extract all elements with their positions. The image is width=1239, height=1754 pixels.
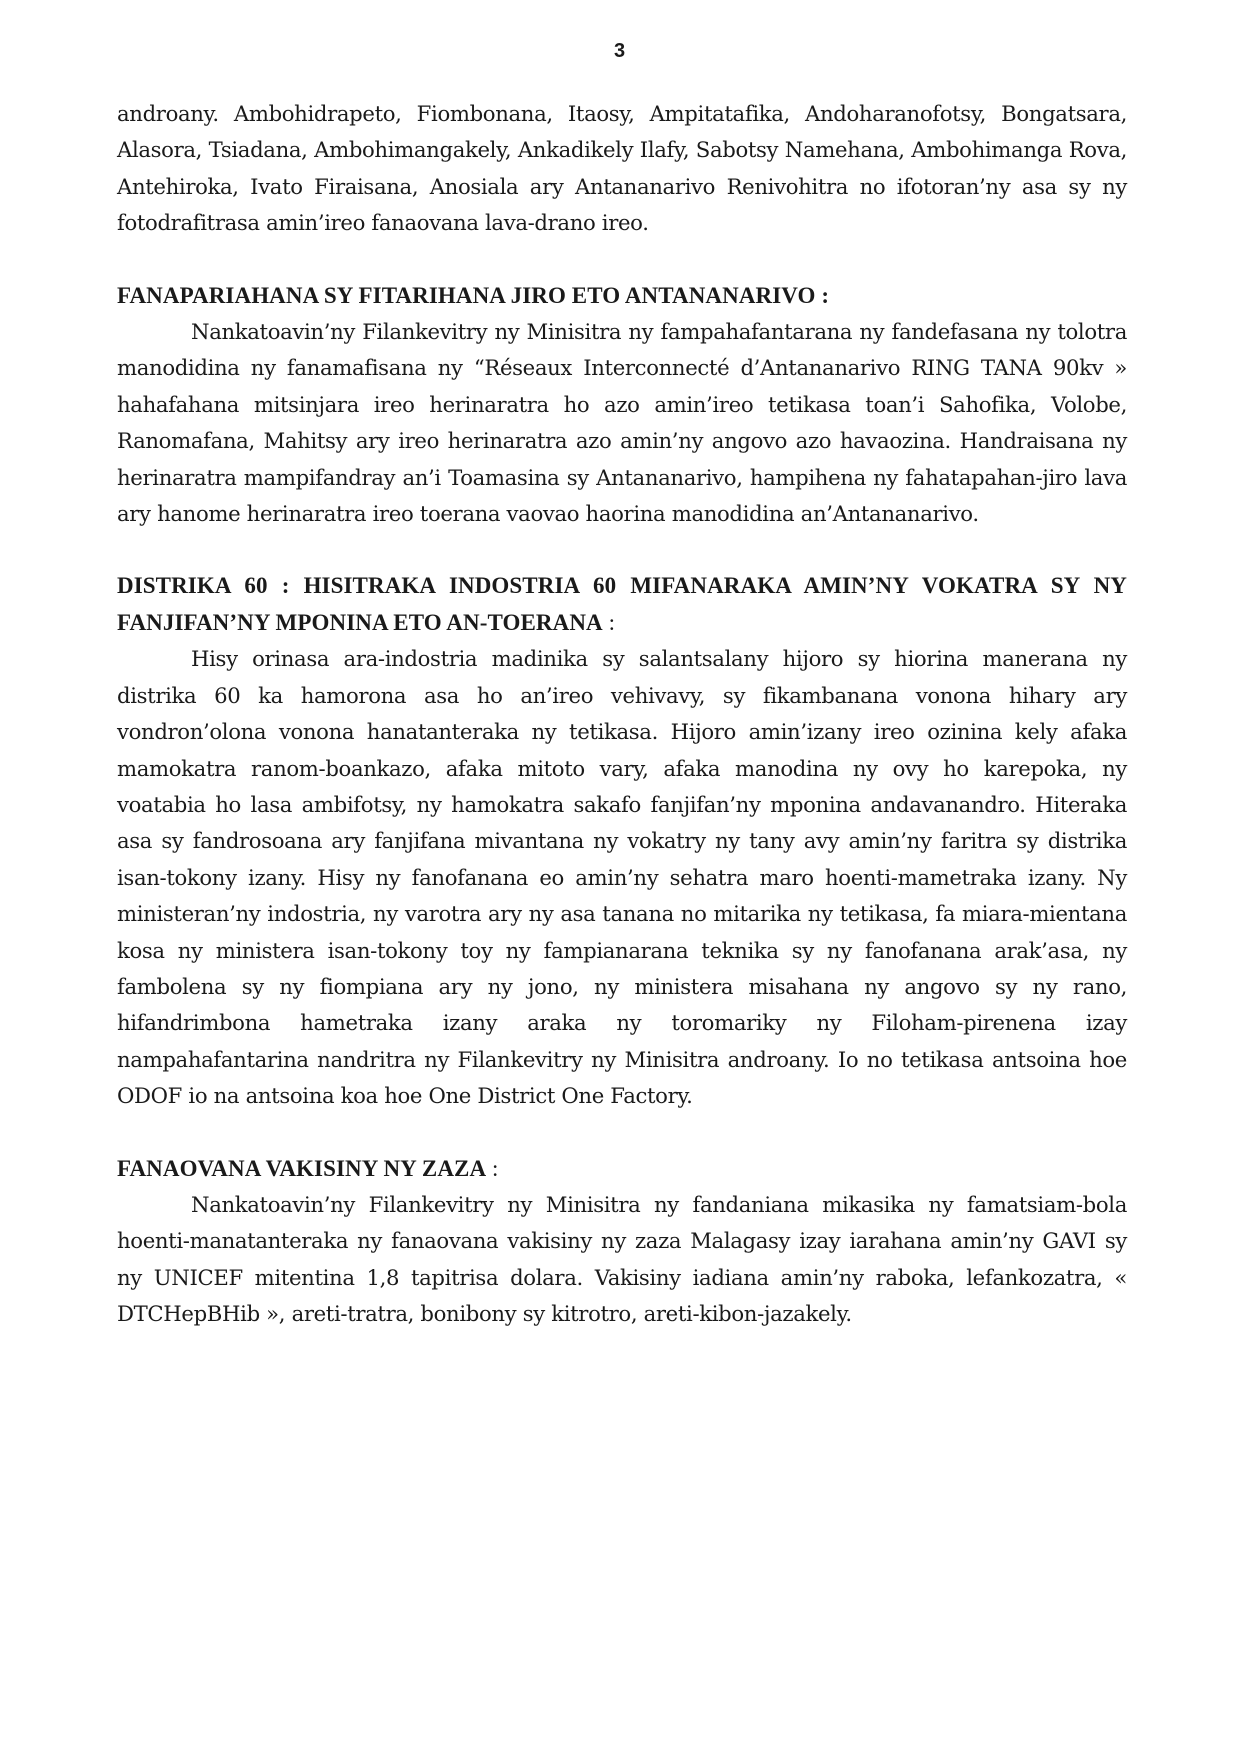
section-body-electricity: Nankatoavin’ny Filankevitry ny Minisitra ny fampahafantarana ny fandefasana ny tolotra manodidina ny fanamafisana ny “Réseaux Interconnecté d’Antananarivo RING TANA 90kv » hahafahana mitsinjara ireo herinaratra ho azo amin’ireo tetikasa toan’i Sahofika, Volobe, Ranomafana, Mahitsy ary ireo herinaratra azo amin’ny angovo azo havaozina. Handraisana ny herinaratra mampifandray an’i Toamasina sy Antananarivo, hampihena ny fahatapahan-jiro lava ary hanome herinaratra ireo toerana vaovao haorina manodidina an’Antananarivo. bbox=[117, 319, 1127, 527]
intro-paragraph: androany. Ambohidrapeto, Fiombonana, Itaosy, Ampitatafika, Andoharanofotsy, Bongatsara, Alasora, Tsiadana, Ambohimangakely, Ankadikely Ilafy, Sabotsy Namehana, Ambohimanga Rova, Antehiroka, Ivato Firaisana, Anosiala ary Antananarivo Renivohitra no ifotoran’ny asa sy ny fotodrafitrasa amin’ireo fanaovana lava-drano ireo. bbox=[117, 101, 1127, 236]
heading-text: DISTRIKA 60 : HISITRAKA INDOSTRIA 60 MIFANARAKA AMIN’NY VOKATRA SY NY FANJIFAN’NY MPONINA ETO AN-TOERANA bbox=[117, 573, 1127, 635]
section-body-district-60: Hisy orinasa ara-indostria madinika sy salantsalany hijoro sy hiorina manerana ny distrika 60 ka hamorona asa ho an’ireo vehivavy, sy fikambanana vonona hihary ary vondron’olona vonona hanatanteraka ny tetikasa. Hijoro amin’izany ireo ozinina kely afaka mamokatra ranom-boankazo, afaka mitoto vary, afaka manodina ny ovy ho karepoka, ny voatabia ho lasa ambifotsy, ny hamokatra sakafo fanjifan’ny mponina andavanandro. Hiteraka asa sy fandrosoana ary fanjifana mivantana ny vokatry ny tany avy amin’ny faritra sy distrika isan-tokony izany. Hisy ny fanofanana eo amin’ny sehatra maro hoenti-mametraka izany. Ny ministeran’ny indostria, ny varotra ary ny asa tanana no mitarika ny tetikasa, fa miara-mientana kosa ny ministera isan-tokony toy ny fampianarana teknika sy ny fanofanana arak’asa, ny fambolena sy ny fiompiana ary ny jono, ny ministera misahana ny angovo sy ny rano, hifandrimbona hametraka izany araka ny toromariky ny Filoham-pirenena izay nampahafantarina nandritra ny Filankevitry ny Minisitra androany. Io no tetikasa antsoina hoe ODOF io na antsoina koa hoe One District One Factory. bbox=[117, 646, 1127, 1109]
page-number: 3 bbox=[613, 40, 626, 62]
heading-text: FANAPARIAHANA SY FITARIHANA JIRO ETO ANTANANARIVO bbox=[117, 282, 816, 308]
section-heading-district-60 bbox=[117, 568, 1127, 641]
document-body bbox=[117, 96, 1127, 1333]
heading-colon: : bbox=[815, 282, 830, 308]
section-body-vaccination: Nankatoavin’ny Filankevitry ny Minisitra ny fandaniana mikasika ny famatsiam-bola hoenti-manatanteraka ny fanaovana vakisiny ny zaza Malagasy izay iarahana amin’ny GAVI sy ny UNICEF mitentina 1,8 tapitrisa dolara. Vakisiny iadiana amin’ny raboka, lefankozatra, « DTCHepBHib », areti-tratra, bonibony sy kitrotro, areti-kibon-jazakely. bbox=[117, 1191, 1127, 1327]
heading-text: FANAOVANA VAKISINY NY ZAZA bbox=[117, 1155, 487, 1181]
section-heading-vaccination bbox=[117, 1151, 1127, 1187]
heading-colon: : bbox=[602, 609, 616, 635]
heading-colon: : bbox=[486, 1155, 499, 1181]
section-heading-electricity bbox=[117, 278, 1127, 314]
